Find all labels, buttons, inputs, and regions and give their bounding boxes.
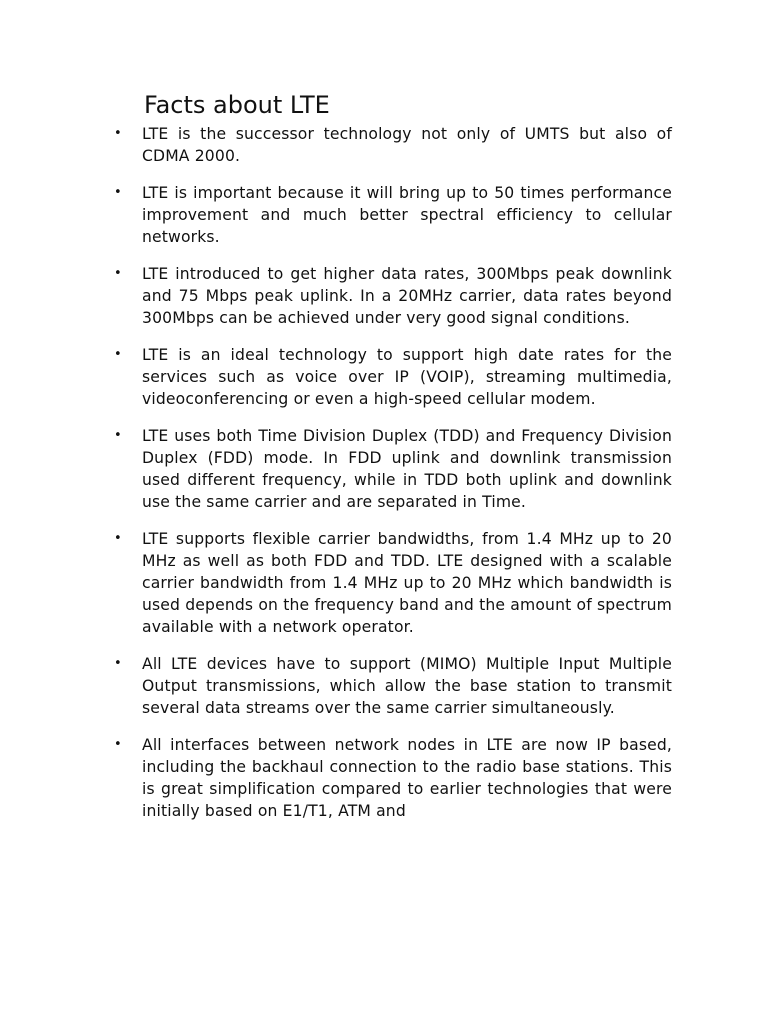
fact-text: LTE introduced to get higher data rates, 300Mbps peak downlink and 75 Mbps peak uplink. In a 20MHz carrier, data rates beyond 300Mbps can be achieved under very good signal conditions.	[142, 265, 672, 327]
list-item	[114, 528, 672, 638]
list-item	[114, 263, 672, 329]
list-item	[114, 123, 672, 167]
fact-text: LTE is the successor technology not only of UMTS but also of CDMA 2000.	[142, 125, 672, 165]
bullet-icon: •	[114, 531, 122, 546]
fact-text: LTE is an ideal technology to support high date rates for the services such as voice over IP (VOIP), streaming multimedia, videoconferencing or even a high-speed cellular modem.	[142, 346, 672, 408]
bullet-icon: •	[114, 185, 122, 200]
list-item	[114, 653, 672, 719]
fact-text: LTE uses both Time Division Duplex (TDD) and Frequency Division Duplex (FDD) mode. In FDD uplink and downlink transmission used different frequency, while in TDD both uplink and downlink use the same carrier and are separated in Time.	[142, 427, 672, 511]
fact-text: All interfaces between network nodes in LTE are now IP based, including the backhaul connection to the radio base stations. This is great simplification compared to earlier technologies that were initially based on E1/T1, ATM and	[142, 736, 672, 820]
list-item	[114, 344, 672, 410]
bullet-icon: •	[114, 347, 122, 362]
list-item	[114, 425, 672, 513]
bullet-icon: •	[114, 737, 122, 752]
fact-text: LTE supports flexible carrier bandwidths, from 1.4 MHz up to 20 MHz as well as both FDD and TDD. LTE designed with a scalable carrier bandwidth from 1.4 MHz up to 20 MHz which bandwidth is used depends on the frequency band and the amount of spectrum available with a network operator.	[142, 530, 672, 636]
page-title: Facts about LTE	[144, 91, 330, 119]
fact-text: LTE is important because it will bring up to 50 times performance improvement and much better spectral efficiency to cellular networks.	[142, 184, 672, 246]
bullet-icon: •	[114, 656, 122, 671]
list-item	[114, 734, 672, 822]
bullet-icon: •	[114, 126, 122, 141]
facts-list	[114, 123, 672, 837]
list-item	[114, 182, 672, 248]
bullet-icon: •	[114, 266, 122, 281]
fact-text: All LTE devices have to support (MIMO) Multiple Input Multiple Output transmissions, which allow the base station to transmit several data streams over the same carrier simultaneously.	[142, 655, 672, 717]
bullet-icon: •	[114, 428, 122, 443]
